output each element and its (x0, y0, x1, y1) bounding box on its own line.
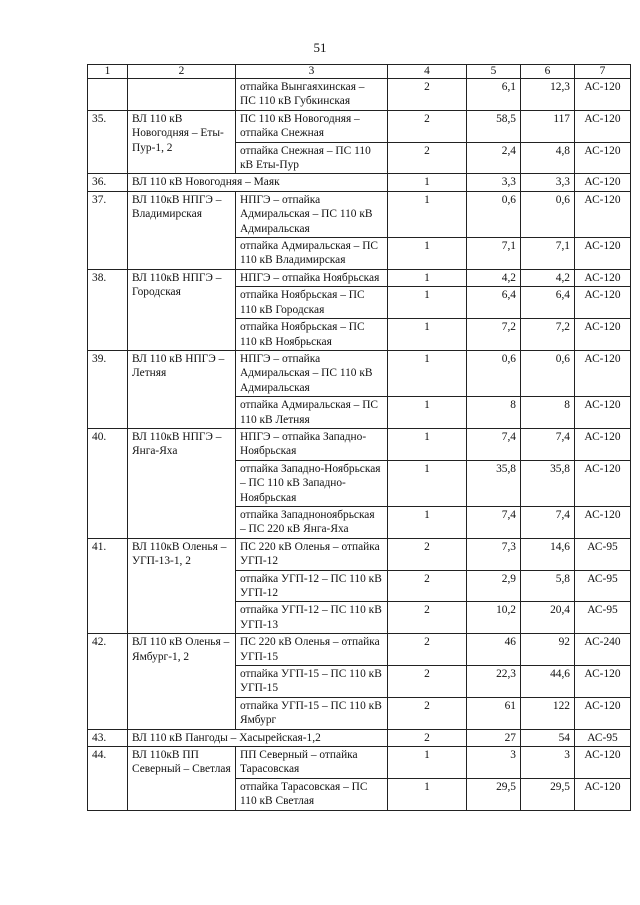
wire-type: АС-120 (575, 747, 631, 779)
segment-length: 46 (467, 634, 521, 666)
total-length: 117 (521, 110, 575, 142)
total-length: 92 (521, 634, 575, 666)
segment-length: 7,3 (467, 538, 521, 570)
circuit-count: 2 (388, 142, 467, 174)
wire-type: АС-120 (575, 460, 631, 506)
wire-type: АС-95 (575, 602, 631, 634)
total-length: 7,1 (521, 238, 575, 270)
line-name: ВЛ 110кВ НПГЭ – Янга-Яха (128, 428, 236, 538)
line-name: ВЛ 110кВ ПП Северный – Светлая (128, 747, 236, 811)
item-number: 35. (88, 110, 128, 174)
total-length: 0,6 (521, 191, 575, 237)
line-name: ВЛ 110 кВ Оленья – Ямбург-1, 2 (128, 634, 236, 729)
segment-length: 29,5 (467, 778, 521, 810)
total-length: 7,4 (521, 506, 575, 538)
segment-name: отпайка Ноябрьская – ПС 110 кВ Городская (236, 287, 388, 319)
table-row (88, 191, 631, 237)
power-lines-table (87, 64, 631, 811)
item-number: 38. (88, 269, 128, 350)
circuit-count: 1 (388, 238, 467, 270)
segment-length: 2,9 (467, 570, 521, 602)
segment-name: ПС 110 кВ Новогодняя – отпайка Снежная (236, 110, 388, 142)
wire-type: АС-120 (575, 142, 631, 174)
wire-type: АС-95 (575, 538, 631, 570)
line-name: ВЛ 110 кВ Новогодняя – Маяк (128, 174, 388, 191)
segment-name: ПС 220 кВ Оленья – отпайка УГП-15 (236, 634, 388, 666)
total-length: 6,4 (521, 287, 575, 319)
table-row (88, 729, 631, 746)
circuit-count: 2 (388, 79, 467, 111)
segment-length: 10,2 (467, 602, 521, 634)
item-number: 41. (88, 538, 128, 633)
item-number: 37. (88, 191, 128, 269)
segment-name: отпайка Тарасовская – ПС 110 кВ Светлая (236, 778, 388, 810)
item-number: 40. (88, 428, 128, 538)
table-row (88, 350, 631, 396)
segment-length: 3 (467, 747, 521, 779)
circuit-count: 1 (388, 506, 467, 538)
column-header: 4 (388, 65, 467, 79)
total-length: 5,8 (521, 570, 575, 602)
segment-length: 61 (467, 697, 521, 729)
segment-name: отпайка Адмиральская – ПС 110 кВ Летняя (236, 397, 388, 429)
wire-type: АС-120 (575, 110, 631, 142)
segment-length: 0,6 (467, 350, 521, 396)
segment-name: НПГЭ – отпайка Адмиральская – ПС 110 кВ Адмиральская (236, 350, 388, 396)
total-length: 14,6 (521, 538, 575, 570)
wire-type: АС-120 (575, 269, 631, 286)
circuit-count: 2 (388, 570, 467, 602)
table-row (88, 174, 631, 191)
header-row (88, 65, 631, 79)
segment-name: ПП Северный – отпайка Тарасовская (236, 747, 388, 779)
wire-type: АС-120 (575, 319, 631, 351)
wire-type: АС-120 (575, 79, 631, 111)
circuit-count: 1 (388, 460, 467, 506)
circuit-count: 2 (388, 697, 467, 729)
circuit-count: 2 (388, 538, 467, 570)
circuit-count: 1 (388, 287, 467, 319)
total-length: 20,4 (521, 602, 575, 634)
wire-type: АС-120 (575, 697, 631, 729)
wire-type: АС-120 (575, 191, 631, 237)
segment-name: НПГЭ – отпайка Адмиральская – ПС 110 кВ Адмиральская (236, 191, 388, 237)
segment-length: 4,2 (467, 269, 521, 286)
circuit-count: 2 (388, 729, 467, 746)
circuit-count: 1 (388, 319, 467, 351)
segment-name: отпайка Западноноябрьская – ПС 220 кВ Янга-Яха (236, 506, 388, 538)
segment-name: НПГЭ – отпайка Ноябрьская (236, 269, 388, 286)
item-number: 44. (88, 747, 128, 811)
segment-length: 3,3 (467, 174, 521, 191)
segment-length: 2,4 (467, 142, 521, 174)
table-row (88, 269, 631, 286)
segment-name: отпайка УГП-12 – ПС 110 кВ УГП-13 (236, 602, 388, 634)
wire-type: АС-120 (575, 778, 631, 810)
circuit-count: 2 (388, 666, 467, 698)
wire-type: АС-120 (575, 428, 631, 460)
segment-name: отпайка Снежная – ПС 110 кВ Еты-Пур (236, 142, 388, 174)
wire-type: АС-120 (575, 397, 631, 429)
item-number: 36. (88, 174, 128, 191)
item-number: 39. (88, 350, 128, 428)
circuit-count: 1 (388, 269, 467, 286)
column-header: 1 (88, 65, 128, 79)
segment-length: 22,3 (467, 666, 521, 698)
wire-type: АС-95 (575, 570, 631, 602)
item-number (88, 79, 128, 111)
wire-type: АС-240 (575, 634, 631, 666)
line-name: ВЛ 110кВ НПГЭ – Городская (128, 269, 236, 350)
total-length: 0,6 (521, 350, 575, 396)
column-header: 5 (467, 65, 521, 79)
circuit-count: 2 (388, 602, 467, 634)
circuit-count: 1 (388, 778, 467, 810)
segment-length: 0,6 (467, 191, 521, 237)
column-header: 6 (521, 65, 575, 79)
circuit-count: 1 (388, 174, 467, 191)
table-row (88, 747, 631, 779)
total-length: 8 (521, 397, 575, 429)
total-length: 4,8 (521, 142, 575, 174)
wire-type: АС-120 (575, 666, 631, 698)
segment-name: НПГЭ – отпайка Западно-Ноябрьская (236, 428, 388, 460)
line-name: ВЛ 110кВ Оленья – УГП-13-1, 2 (128, 538, 236, 633)
segment-length: 7,4 (467, 428, 521, 460)
page-number: 51 (313, 40, 327, 55)
table-row (88, 110, 631, 142)
total-length: 44,6 (521, 666, 575, 698)
column-header: 3 (236, 65, 388, 79)
segment-length: 7,4 (467, 506, 521, 538)
table-row (88, 538, 631, 570)
total-length: 29,5 (521, 778, 575, 810)
circuit-count: 1 (388, 191, 467, 237)
circuit-count: 1 (388, 428, 467, 460)
total-length: 7,4 (521, 428, 575, 460)
circuit-count: 2 (388, 110, 467, 142)
table-row (88, 428, 631, 460)
segment-length: 58,5 (467, 110, 521, 142)
column-header: 2 (128, 65, 236, 79)
segment-name: отпайка Ноябрьская – ПС 110 кВ Ноябрьская (236, 319, 388, 351)
table-row (88, 634, 631, 666)
wire-type: АС-120 (575, 287, 631, 319)
wire-type: АС-120 (575, 350, 631, 396)
segment-length: 7,2 (467, 319, 521, 351)
line-name: ВЛ 110 кВ Новогодняя – Еты-Пур-1, 2 (128, 110, 236, 174)
column-header: 7 (575, 65, 631, 79)
segment-name: отпайка Западно-Ноябрьская – ПС 110 кВ Западно-Ноябрьская (236, 460, 388, 506)
segment-length: 8 (467, 397, 521, 429)
segment-name: отпайка УГП-15 – ПС 110 кВ Ямбург (236, 697, 388, 729)
segment-name: отпайка Адмиральская – ПС 110 кВ Владимирская (236, 238, 388, 270)
circuit-count: 2 (388, 634, 467, 666)
total-length: 7,2 (521, 319, 575, 351)
segment-length: 7,1 (467, 238, 521, 270)
segment-length: 35,8 (467, 460, 521, 506)
wire-type: АС-120 (575, 174, 631, 191)
circuit-count: 1 (388, 397, 467, 429)
wire-type: АС-120 (575, 238, 631, 270)
wire-type: АС-95 (575, 729, 631, 746)
total-length: 122 (521, 697, 575, 729)
line-name: ВЛ 110кВ НПГЭ – Владимирская (128, 191, 236, 269)
segment-length: 6,1 (467, 79, 521, 111)
total-length: 35,8 (521, 460, 575, 506)
circuit-count: 1 (388, 350, 467, 396)
segment-name: отпайка Вынгаяхинская – ПС 110 кВ Губкинская (236, 79, 388, 111)
line-name (128, 79, 236, 111)
wire-type: АС-120 (575, 506, 631, 538)
segment-name: отпайка УГП-12 – ПС 110 кВ УГП-12 (236, 570, 388, 602)
segment-name: ПС 220 кВ Оленья – отпайка УГП-12 (236, 538, 388, 570)
table-row (88, 79, 631, 111)
total-length: 3,3 (521, 174, 575, 191)
line-name: ВЛ 110 кВ Пангоды – Хасырейская-1,2 (128, 729, 388, 746)
line-name: ВЛ 110 кВ НПГЭ – Летняя (128, 350, 236, 428)
total-length: 3 (521, 747, 575, 779)
item-number: 43. (88, 729, 128, 746)
segment-name: отпайка УГП-15 – ПС 110 кВ УГП-15 (236, 666, 388, 698)
circuit-count: 1 (388, 747, 467, 779)
segment-length: 6,4 (467, 287, 521, 319)
segment-length: 27 (467, 729, 521, 746)
total-length: 12,3 (521, 79, 575, 111)
item-number: 42. (88, 634, 128, 729)
total-length: 4,2 (521, 269, 575, 286)
total-length: 54 (521, 729, 575, 746)
